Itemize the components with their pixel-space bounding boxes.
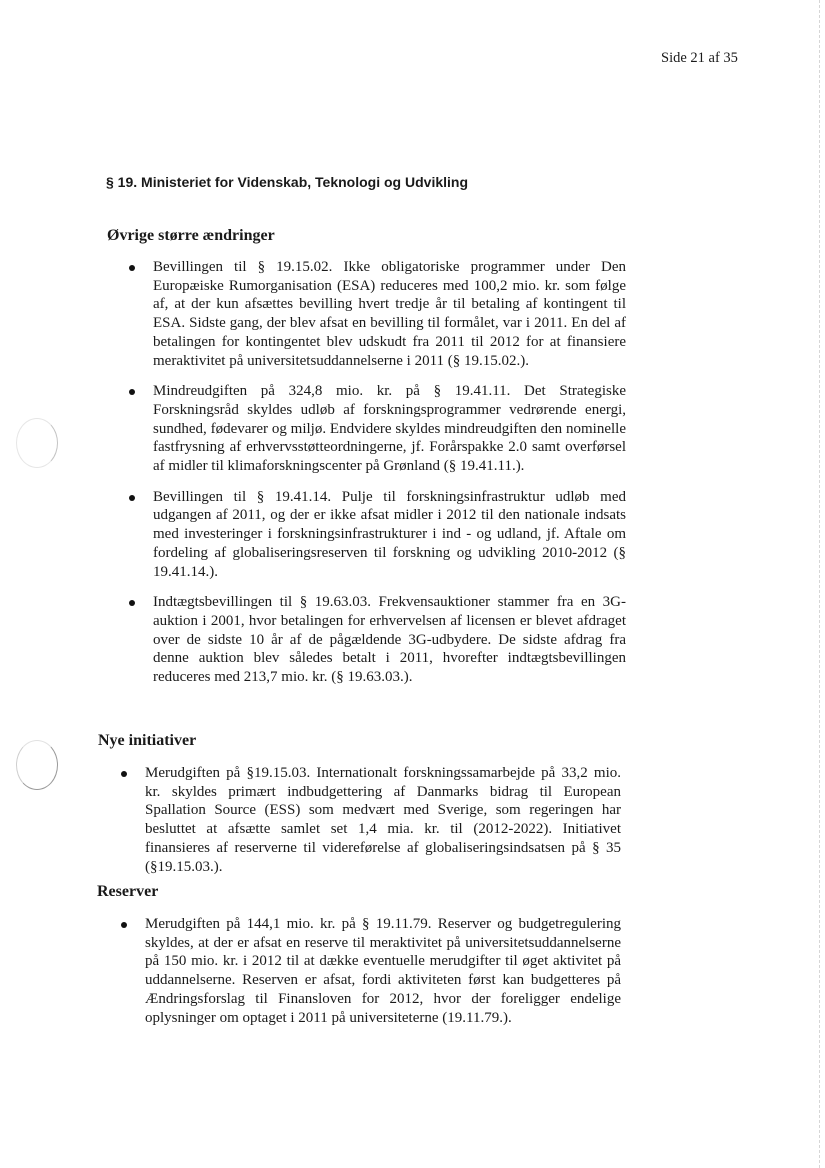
punch-hole-upper (16, 418, 58, 468)
scan-edge-line (819, 0, 820, 1168)
subheading-reserves: Reserver (97, 883, 159, 900)
list-item-text: Bevillingen til § 19.15.02. Ikke obligatoriske programmer under Den Europæiske Rumorganisation (ESA) reduceres med 100,2 mio. kr. som følge af, at der kun afsættes bevilling hvert tredje år til betaling af kontingent til ESA. Sidste gang, der blev afsat en bevilling til formålet, var i 2011. En del af betalingen for kontingentet blev udskudt fra 2011 til 2012 for at finansiere meraktivitet på universitetsuddannelserne i 2011 (§ 19.15.02.). (153, 259, 626, 369)
bullet-icon (129, 265, 135, 271)
list-item (153, 382, 626, 476)
page-number: Side 21 af 35 (661, 50, 738, 66)
subheading-other-changes: Øvrige større ændringer (107, 227, 275, 244)
list-item (153, 593, 626, 687)
new-initiatives-list (145, 764, 621, 876)
subheading-new-initiatives: Nye initiativer (98, 732, 197, 749)
list-item-text: Merudgiften på 144,1 mio. kr. på § 19.11.79. Reserver og budgetregulering skyldes, at der er afsat en reserve til meraktivitet på universitetsuddannelserne på 150 mio. kr. i 2012 til at dække eventuelle merudgifter til øget aktivitet på uddannelserne. Reserven er afsat, fordi aktiviteten først kan budgetteres på Ændringsforslag til Finansloven for 2012, hvor der foreligger endelige oplysninger om optaget i 2011 på universiteterne (19.11.79.). (145, 916, 621, 1026)
punch-hole-lower (16, 740, 58, 790)
bullet-icon (121, 922, 127, 928)
bullet-icon (129, 600, 135, 606)
list-item (153, 488, 626, 582)
list-item (145, 915, 621, 1027)
list-item-text: Mindreudgiften på 324,8 mio. kr. på § 19.41.11. Det Strategiske Forskningsråd skyldes udløb af forskningsprogrammer vedrørende energi, sundhed, fødevarer og miljø. Endvidere skyldes mindreudgiften den nominelle fastfrysning af erhvervsstøtteordningerne, jf. Forårspakke 2.0 samt overførsel af midler til klimaforskningscenter på Grønland (§ 19.41.11.). (153, 383, 626, 475)
bullet-icon (129, 389, 135, 395)
bullet-icon (129, 495, 135, 501)
list-item (153, 258, 626, 370)
list-item-text: Merudgiften på §19.15.03. Internationalt forskningssamarbejde på 33,2 mio. kr. skyldes primært indbudgettering af Danmarks bidrag til European Spallation Source (ESS) som medvært med Sverige, som regeringen har besluttet at afsætte samlet set 1,4 mia. kr. til (2012-2022). Initiativet finansieres af reserverne til videreførelse af globaliseringsindsatsen på § 35 (§19.15.03.). (145, 765, 621, 875)
list-item (145, 764, 621, 876)
other-changes-list (153, 258, 626, 687)
bullet-icon (121, 771, 127, 777)
section-heading: § 19. Ministeriet for Videnskab, Teknologi og Udvikling (106, 174, 468, 190)
reserves-list (145, 915, 621, 1027)
list-item-text: Indtægtsbevillingen til § 19.63.03. Frekvensauktioner stammer fra en 3G-auktion i 2001, hvor betalingen for erhvervelsen af licensen er blevet afdraget over de sidste 10 år af de pågældende 3G-udbydere. De sidste afdrag fra denne auktion blev således betalt i 2011, hvorefter indtægtsbevillingen reduceres med 213,7 mio. kr. (§ 19.63.03.). (153, 594, 626, 686)
list-item-text: Bevillingen til § 19.41.14. Pulje til forskningsinfrastruktur udløb med udgangen af 2011, og der er ikke afsat midler i 2012 til den nationale indsats med investeringer i forskningsinfrastrukturer i ind - og udland, jf. Aftale om fordeling af globaliseringsreserven til forskning og udvikling 2010-2012 (§ 19.41.14.). (153, 488, 626, 580)
